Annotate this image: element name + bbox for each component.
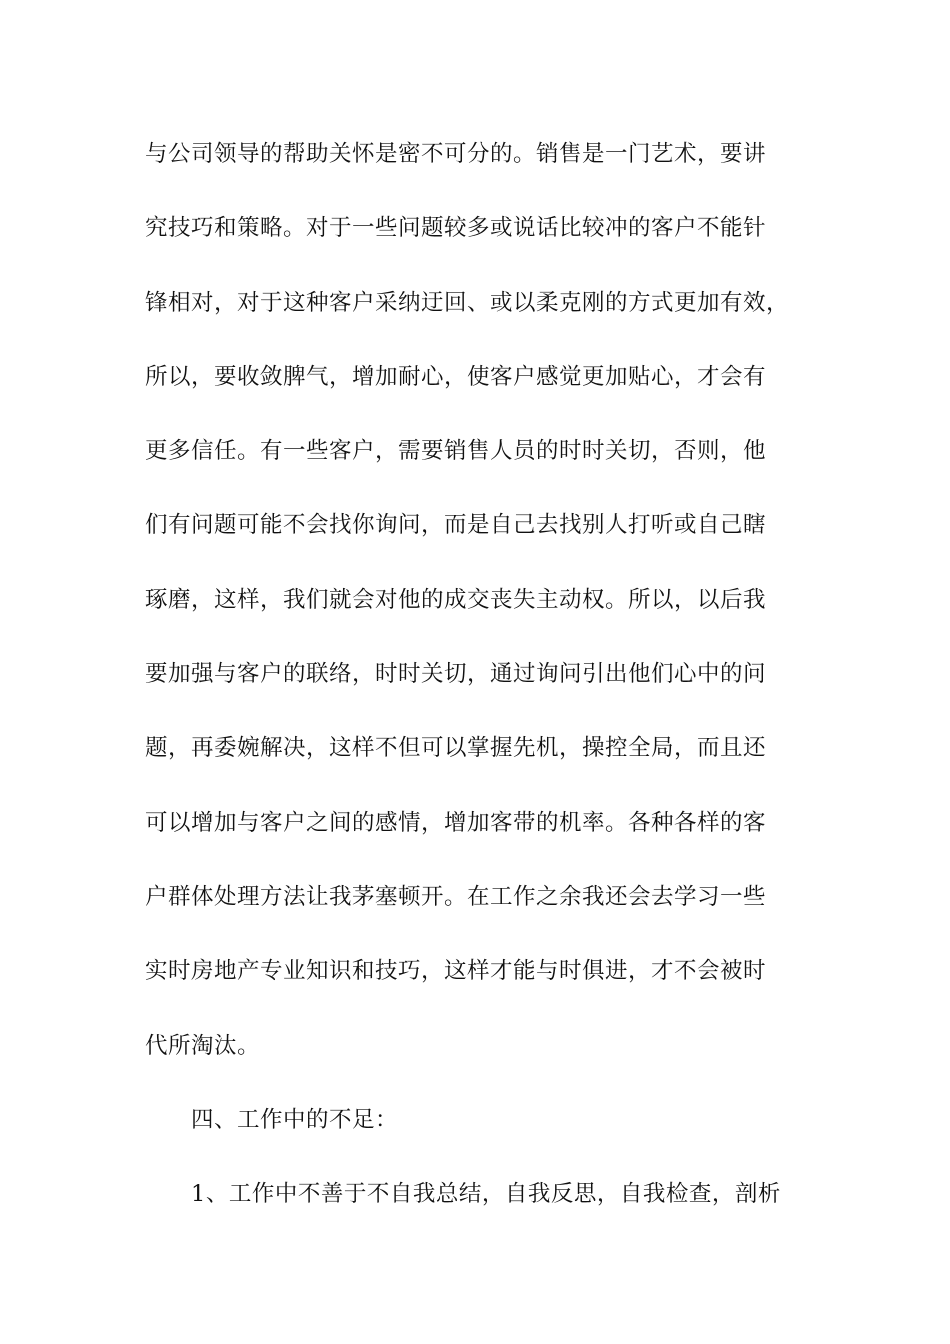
text-line: 与公司领导的帮助关怀是密不可分的。销售是一门艺术，要讲 bbox=[145, 141, 767, 167]
text-line: 更多信任。有一些客户，需要销售人员的时时关切，否则，他 bbox=[145, 438, 767, 465]
text-line: 代所淘汰。 bbox=[145, 1032, 261, 1059]
body-text bbox=[145, 132, 835, 1246]
text-line: 琢磨，这样，我们就会对他的成交丧失主动权。所以，以后我 bbox=[145, 586, 767, 613]
text-line: 题，再委婉解决，这样不但可以掌握先机，操控全局，而且还 bbox=[145, 735, 767, 762]
text-line: 户群体处理方法让我茅塞顿开。在工作之余我还会去学习一些 bbox=[145, 883, 767, 910]
text-line: 所以，要收敛脾气，增加耐心，使客户感觉更加贴心，才会有 bbox=[145, 363, 767, 390]
section-heading: 四、工作中的不足： bbox=[191, 1106, 399, 1133]
text-line: 究技巧和策略。对于一些问题较多或说话比较冲的客户不能针 bbox=[145, 215, 767, 242]
text-line: 要加强与客户的联络，时时关切，通过询问引出他们心中的问 bbox=[145, 661, 767, 688]
text-line: 锋相对，对于这种客户采纳迂回、或以柔克刚的方式更加有效， bbox=[145, 289, 790, 316]
text-line: 们有问题可能不会找你询问，而是自己去找别人打听或自己瞎 bbox=[145, 512, 767, 539]
list-item: 1、工作中不善于不自我总结，自我反思，自我检查，剖析 bbox=[191, 1181, 781, 1208]
text-line: 可以增加与客户之间的感情，增加客带的机率。各种各样的客 bbox=[145, 809, 767, 836]
text-line: 实时房地产专业知识和技巧，这样才能与时俱进，才不会被时 bbox=[145, 958, 767, 985]
